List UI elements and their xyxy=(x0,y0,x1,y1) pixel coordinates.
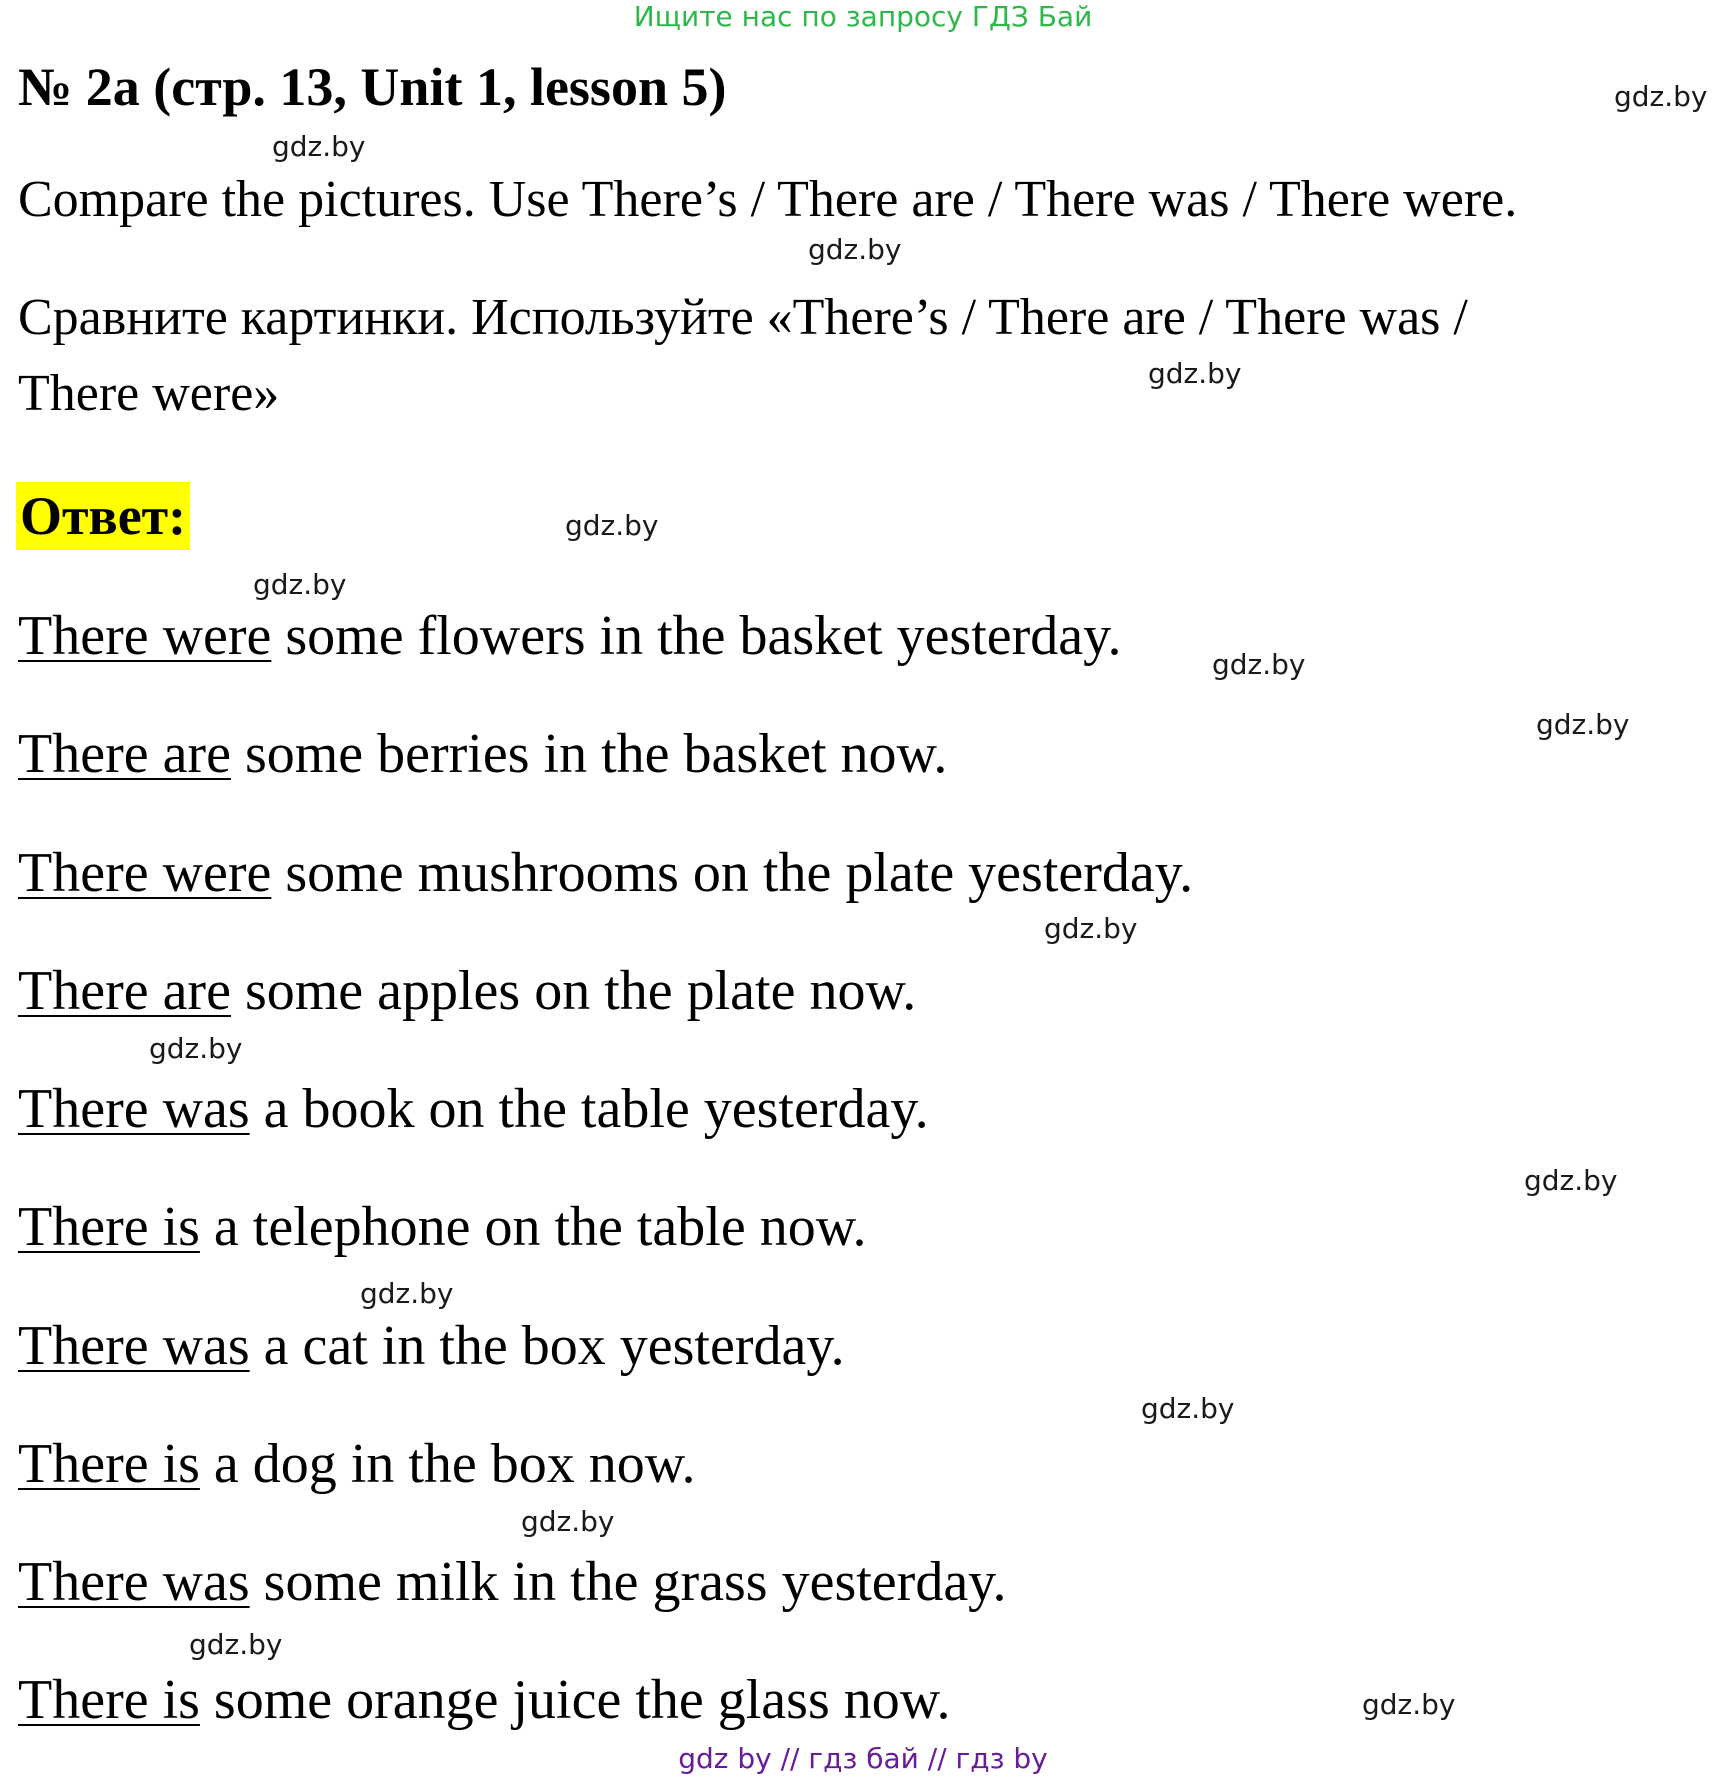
watermark: gdz.by xyxy=(565,509,659,542)
answer-sentence-7 xyxy=(18,1314,845,1378)
watermark: gdz.by xyxy=(149,1032,243,1065)
answer-sentence-5 xyxy=(18,1077,929,1141)
watermark: gdz.by xyxy=(189,1628,283,1661)
sentence-verb-phrase: There are xyxy=(18,960,231,1022)
sentence-verb-phrase: There are xyxy=(18,723,231,785)
watermark: gdz.by xyxy=(272,130,366,163)
answer-sentence-1 xyxy=(18,604,1122,668)
answer-sentence-2 xyxy=(18,722,947,786)
task-russian-line-1: Сравните картинки. Используйте «There’s / There are / There was / xyxy=(18,289,1468,346)
sentence-rest: some berries in the basket now. xyxy=(230,723,948,785)
sentence-verb-phrase: There is xyxy=(18,1196,200,1258)
answer-sentence-8 xyxy=(18,1432,696,1496)
task-english: Compare the pictures. Use There’s / There are / There was / There were. xyxy=(18,171,1518,228)
watermark: gdz.by xyxy=(1614,80,1708,113)
watermark: gdz.by xyxy=(1044,912,1138,945)
sentence-rest: a telephone on the table now. xyxy=(199,1196,867,1258)
sentence-verb-phrase: There were xyxy=(18,842,272,904)
watermark: gdz.by xyxy=(1536,708,1630,741)
sentence-verb-phrase: There was xyxy=(18,1078,250,1140)
sentence-rest: a dog in the box now. xyxy=(199,1433,696,1495)
footer-links: gdz by // гдз бай // гдз by xyxy=(678,1742,1048,1775)
sentence-rest: a book on the table yesterday. xyxy=(249,1078,929,1140)
sentence-verb-phrase: There is xyxy=(18,1669,200,1731)
watermark: gdz.by xyxy=(521,1505,615,1538)
sentence-verb-phrase: There is xyxy=(18,1433,200,1495)
watermark: gdz.by xyxy=(808,233,902,266)
answer-sentence-10 xyxy=(18,1668,951,1732)
answer-sentence-3 xyxy=(18,841,1193,905)
sentence-rest: a cat in the box yesterday. xyxy=(249,1315,845,1377)
sentence-rest: some mushrooms on the plate yesterday. xyxy=(271,842,1194,904)
sentence-rest: some milk in the grass yesterday. xyxy=(249,1551,1007,1613)
watermark: gdz.by xyxy=(1141,1392,1235,1425)
task-russian-line-2: There were» xyxy=(18,365,280,422)
watermark: gdz.by xyxy=(1148,357,1242,390)
top-banner: Ищите нас по запросу ГДЗ Бай xyxy=(633,0,1093,33)
page-title: № 2a (стр. 13, Unit 1, lesson 5) xyxy=(18,57,727,117)
answer-sentence-4 xyxy=(18,959,916,1023)
sentence-verb-phrase: There was xyxy=(18,1551,250,1613)
watermark: gdz.by xyxy=(1524,1164,1618,1197)
watermark: gdz.by xyxy=(1362,1688,1456,1721)
answer-sentence-9 xyxy=(18,1550,1007,1614)
watermark: gdz.by xyxy=(253,568,347,601)
watermark: gdz.by xyxy=(360,1277,454,1310)
watermark: gdz.by xyxy=(1212,648,1306,681)
sentence-rest: some apples on the plate now. xyxy=(230,960,917,1022)
answer-label: Ответ: xyxy=(16,482,190,550)
sentence-verb-phrase: There was xyxy=(18,1315,250,1377)
answer-sentence-6 xyxy=(18,1195,867,1259)
sentence-verb-phrase: There were xyxy=(18,605,272,667)
sentence-rest: some orange juice the glass now. xyxy=(199,1669,951,1731)
sentence-rest: some flowers in the basket yesterday. xyxy=(271,605,1122,667)
